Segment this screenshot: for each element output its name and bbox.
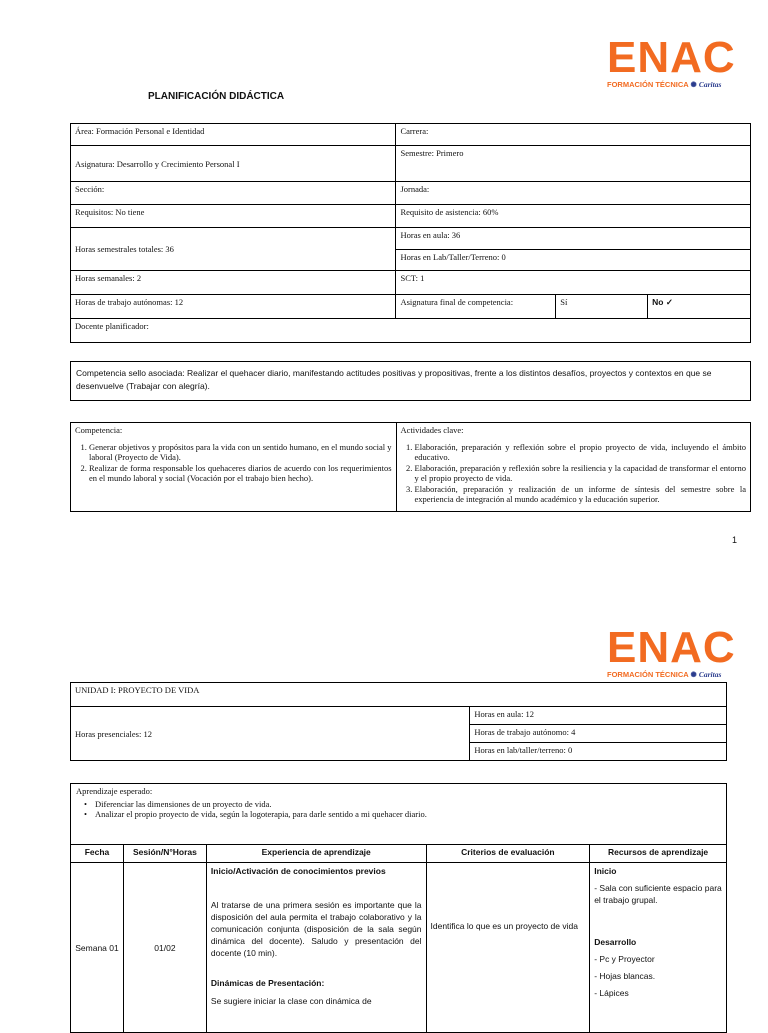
actividad-item: 1. Elaboración, preparación y reflexión sobre el propio proyecto de vida, incluyendo el ámbito educativo.: [415, 442, 746, 462]
competencias-table: [70, 422, 751, 512]
actividades-list-cell: [396, 437, 750, 512]
competencia-sello-box: Competencia sello asociada: Realizar el quehacer diario, manifestando actitudes positivas y propositivas, frente a los distintos desafíos, proyectos y contextos en que se desenvuelve (Trabajar con alegría).: [70, 361, 751, 401]
semestre-cell: Semestre: Primero: [396, 146, 751, 182]
competencia-item: 1. Generar objetivos y propósitos para la vida con un sentido humano, en el mundo social y laboral (Proyecto de Vida).: [89, 442, 392, 462]
competencia-label: Competencia:: [71, 423, 397, 438]
criterio-cell: Identifica lo que es un proyecto de vida: [426, 863, 590, 1033]
aprendizajes-list: [82, 799, 721, 819]
header-experiencia: Experiencia de aprendizaje: [206, 845, 426, 863]
jornada-cell: Jornada:: [396, 182, 751, 205]
experiencia-cell: [206, 863, 426, 1033]
recursos-item: - Lápices: [594, 988, 629, 998]
header-criterios: Criterios de evaluación: [426, 845, 590, 863]
logo-tagline: FORMACIÓN TÉCNICA ✺ Caritas: [607, 670, 722, 679]
aprendizaje-esperado-box: [70, 783, 727, 845]
recursos-cell: [590, 863, 727, 1033]
competencia-item: 2. Realizar de forma responsable los quehaceres diarios de acuerdo con los requerimientos en el mundo laboral y social (Vocación por el trabajo bien hecho).: [89, 463, 392, 483]
fecha-cell: Semana 01: [71, 863, 124, 1033]
no-checked-cell: No ✓: [648, 295, 751, 319]
final-competencia-cell: Asignatura final de competencia:: [396, 295, 556, 319]
exp-heading-2: Dinámicas de Presentación:: [210, 978, 325, 988]
logo-wordmark: ENAC: [607, 33, 736, 82]
logo-wordmark: ENAC: [607, 623, 736, 672]
planning-table: [70, 844, 727, 1033]
competencias-list-cell: [71, 437, 397, 512]
carrera-cell: Carrera:: [396, 124, 751, 146]
competencias-list: [75, 442, 392, 483]
actividades-list: [401, 442, 746, 504]
enac-logo-page2: [607, 623, 736, 679]
actividad-item: 3. Elaboración, preparación y realización de un informe de síntesis del semestre sobre la experiencia de integración al mundo académico y la educación superior.: [415, 484, 746, 504]
course-info-table: [70, 123, 751, 343]
horas-autonomo-cell: Horas de trabajo autónomo: 4: [470, 725, 727, 743]
caritas-icon: ✺: [690, 80, 697, 89]
horas-aula-cell: Horas en aula: 12: [470, 707, 727, 725]
recursos-inicio-label: Inicio: [594, 866, 617, 876]
recursos-item: - Hojas blancas.: [594, 971, 656, 981]
docente-cell: Docente planificador:: [71, 319, 751, 343]
recursos-inicio-item: - Sala con suficiente espacio para el trabajo grupal.: [594, 883, 722, 905]
aprendizaje-item: • Diferenciar las dimensiones de un proyecto de vida.: [96, 799, 721, 809]
page-title: PLANIFICACIÓN DIDÁCTICA: [148, 91, 285, 102]
actividad-item: 2. Elaboración, preparación y reflexión sobre la resiliencia y la capacidad de transformar el entorno y el propio proyecto de vida.: [415, 463, 746, 483]
area-cell: Área: Formación Personal e Identidad: [71, 124, 396, 146]
recursos-desarrollo-label: Desarrollo: [594, 937, 637, 947]
seccion-cell: Sección:: [71, 182, 396, 205]
header-recursos: Recursos de aprendizaje: [590, 845, 727, 863]
page-number: 1: [732, 535, 738, 545]
horas-semanales-cell: Horas semanales: 2: [71, 271, 396, 295]
enac-logo: [607, 33, 736, 89]
horas-presenciales-cell: Horas presenciales: 12: [71, 707, 470, 761]
horas-lab-cell: Horas en lab/taller/terreno: 0: [470, 743, 727, 761]
caritas-icon: ✺: [690, 670, 697, 679]
horas-totales-cell: Horas semestrales totales: 36: [71, 228, 396, 271]
horas-lab-cell: Horas en Lab/Taller/Terreno: 0: [396, 250, 751, 271]
sesion-cell: 01/02: [123, 863, 206, 1033]
unidad-table: [70, 682, 727, 761]
horas-autonomas-cell: Horas de trabajo autónomas: 12: [71, 295, 396, 319]
recursos-item: - Pc y Proyector: [594, 954, 655, 964]
header-sesion: Sesión/N°Horas: [123, 845, 206, 863]
table-row: [71, 863, 727, 1033]
exp-paragraph-2: Se sugiere iniciar la clase con dinámica de: [210, 996, 372, 1006]
logo-tagline: FORMACIÓN TÉCNICA ✺ Caritas: [607, 80, 722, 89]
aprendizaje-item: • Analizar el propio proyecto de vida, según la logoterapia, para darle sentido a mi quehacer diario.: [96, 809, 721, 819]
header-fecha: Fecha: [71, 845, 124, 863]
aprendizaje-label: Aprendizaje esperado:: [76, 786, 153, 796]
horas-aula-cell: Horas en aula: 36: [396, 228, 751, 250]
unidad-title: UNIDAD I: PROYECTO DE VIDA: [71, 683, 727, 707]
exp-paragraph: Al tratarse de una primera sesión es importante que la disposición del aula permita el trabajo colaborativo y la comunicación conjunta (disposición de la sala según dinámica del docente). Saludo y presentación del docente (10 min).: [210, 900, 422, 958]
asignatura-cell: Asignatura: Desarrollo y Crecimiento Personal I: [71, 146, 396, 182]
sct-cell: SCT: 1: [396, 271, 751, 295]
actividades-label: Actividades clave:: [396, 423, 750, 438]
exp-heading: Inicio/Activación de conocimientos previos: [210, 866, 386, 876]
asistencia-cell: Requisito de asistencia: 60%: [396, 205, 751, 228]
si-cell: Sí: [556, 295, 648, 319]
requisitos-cell: Requisitos: No tiene: [71, 205, 396, 228]
